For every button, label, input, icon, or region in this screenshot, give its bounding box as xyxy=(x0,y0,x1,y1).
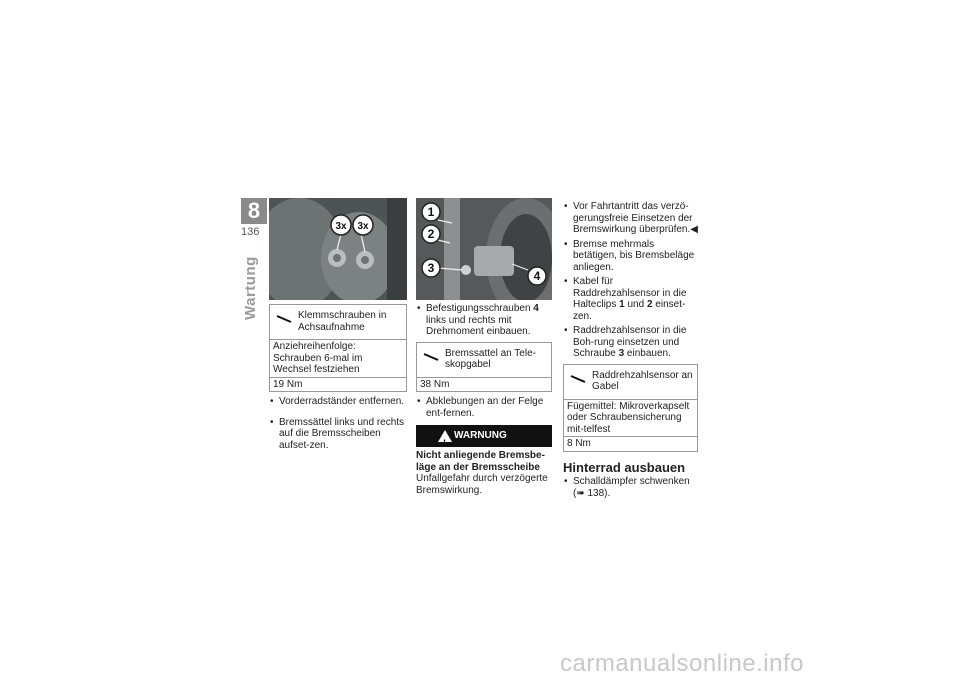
part-ref-2: 2 xyxy=(646,299,653,310)
section-heading: Hinterrad ausbauen xyxy=(563,459,686,475)
torque-table-axle xyxy=(269,304,407,392)
torque-table-row: 8 Nm xyxy=(564,436,697,451)
list-item-text: Raddrehzahlsensor in die Boh-rung einsetzen und Schraube xyxy=(573,325,687,359)
warning-text: Unfallgefahr durch verzögerte Bremswirkung. xyxy=(416,473,548,496)
wrench-icon xyxy=(276,315,292,323)
list-item: • Bremse mehrmals betätigen, bis Bremsbeläge anliegen. xyxy=(563,239,698,274)
column-1 xyxy=(269,300,407,454)
list-item: • Vorderradständer entfernen. xyxy=(269,396,407,408)
photo-axle-clamp-bolts xyxy=(269,198,407,300)
torque-table-title: Klemmschrauben in Achsaufnahme xyxy=(298,310,387,333)
warning-title: Nicht anliegende Bremsbe-läge an der Bremsscheibe xyxy=(416,450,545,473)
list-item-text: einset-zen. xyxy=(573,299,686,322)
wrench-icon xyxy=(570,375,586,383)
callout-2: 2 xyxy=(427,227,435,241)
torque-table-row: Fügemittel: Mikroverkapselt oder Schraubensicherung mit-telfest xyxy=(564,399,697,437)
callout-4: 4 xyxy=(533,269,541,283)
column-2 xyxy=(416,300,552,496)
torque-table-title: Bremssattel an Tele-skopgabel xyxy=(445,347,536,370)
list-item-text: links und rechts mit Drehmoment einbauen. xyxy=(426,314,531,337)
watermark: carmanualsonline.info xyxy=(560,650,804,677)
list-item-text: Befestigungsschrauben xyxy=(426,303,534,314)
part-ref-3: 3 xyxy=(618,348,625,359)
photo-illustration xyxy=(269,198,407,300)
part-ref-4: 4 xyxy=(533,303,539,314)
list-item xyxy=(563,276,698,322)
callout-3: 3 xyxy=(427,261,435,275)
wrench-icon xyxy=(423,353,439,361)
column-3 xyxy=(563,198,698,502)
warning-triangle-icon: ! xyxy=(438,430,452,442)
torque-table-header xyxy=(417,343,551,377)
page-number: 136 xyxy=(241,226,260,238)
torque-table-title: Raddrehzahlsensor an Gabel xyxy=(592,369,693,392)
callout-3x-right: 3x xyxy=(357,221,369,232)
torque-table-header xyxy=(270,305,406,339)
list-item-text: und xyxy=(624,299,647,310)
torque-table-header xyxy=(564,365,697,399)
callout-1: 1 xyxy=(427,205,435,219)
torque-table-row: Anziehreihenfolge: Schrauben 6-mal im Wechsel festziehen xyxy=(270,339,406,377)
list-item-text: einbauen. xyxy=(624,348,671,359)
part-ref-1: 1 xyxy=(619,299,625,310)
warning-banner xyxy=(416,425,552,447)
chapter-number-badge: 8 xyxy=(241,198,267,224)
list-item xyxy=(416,303,552,338)
chapter-title: Wartung xyxy=(242,256,259,320)
torque-table-sensor xyxy=(563,364,698,452)
torque-table-row: 19 Nm xyxy=(270,377,406,392)
torque-table-caliper xyxy=(416,342,552,393)
list-item-text: Kabel für Raddrehzahlsensor in die Halteclips xyxy=(573,276,687,310)
list-item: • Abklebungen an der Felge ent-fernen. xyxy=(416,396,552,419)
list-item: • Bremssättel links und rechts auf die Bremsscheiben aufset-zen. xyxy=(269,417,407,452)
list-item: • Schalldämpfer schwenken (➠ 138). xyxy=(563,476,698,499)
torque-table-row: 38 Nm xyxy=(417,377,551,392)
list-item xyxy=(563,325,698,360)
photo-brake-caliper xyxy=(416,198,552,300)
photo-illustration xyxy=(416,198,552,300)
callout-3x-left: 3x xyxy=(335,221,347,232)
list-item: • Vor Fahrtantritt das verzö-gerungsfreie Einsetzen der Bremswirkung überprüfen.◀ xyxy=(563,201,698,236)
warning-label: WARNUNG xyxy=(454,430,507,441)
